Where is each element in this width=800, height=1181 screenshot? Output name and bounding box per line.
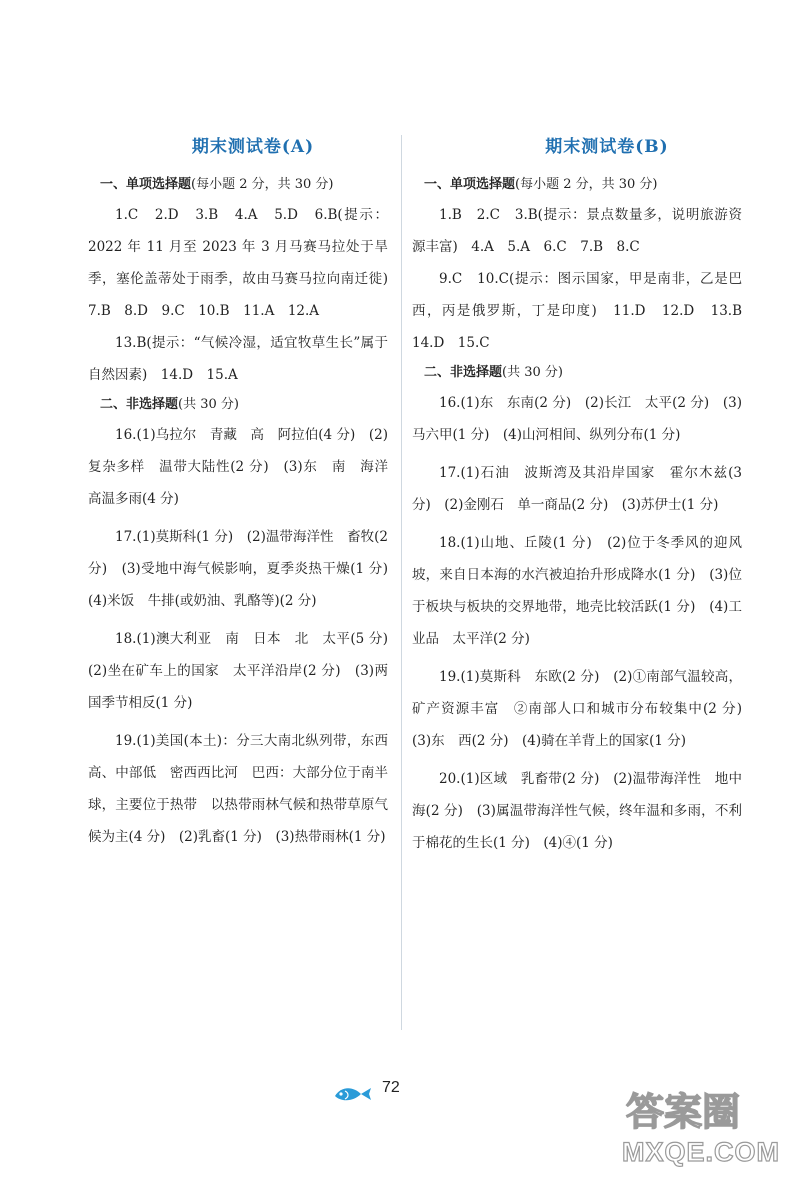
exam-b-q16: 16.(1)东 东南(2 分) (2)长江 太平(2 分) (3)马六甲(1 分) (4)山河相间、纵列分布(1 分) (412, 395, 742, 443)
exam-a-section2-note: (共 30 分) (178, 397, 239, 412)
exam-a-title: 期末测试卷(A) (191, 137, 315, 157)
page-number: 72 (382, 1079, 400, 1096)
exam-b-section1-label: 一、单项选择题 (424, 177, 516, 192)
exam-b-s1-answers-1: 1.B 2.C 3.B(提示：景点数量多，说明旅游资源丰富) 4.A 5.A 6.C 7.B 8.C (412, 207, 742, 255)
exam-b-q18: 18.(1)山地、丘陵(1 分) (2)位于冬季风的迎风坡，来自日本海的水汽被迫抬升形成降水(1 分) (3)位于板块与板块的交界地带，地壳比较活跃(1 分) (4)工业品 太平洋(2 分) (412, 535, 742, 647)
exam-b-section2-heading (412, 359, 742, 387)
exam-a-section1-heading (88, 171, 388, 199)
exam-b-q19: 19.(1)莫斯科 东欧(2 分) (2)①南部气温较高，矿产资源丰富 ②南部人口和城市分布较集中(2 分) (3)东 西(2 分) (4)骑在羊背上的国家(1 分) (412, 669, 756, 749)
exam-a-s1-answers-1: 1.C 2.D 3.B 4.A 5.D 6.B(提示：2022 年 11 月至 2023 年 3 月马赛马拉处于旱季，塞伦盖蒂处于雨季，故由马赛马拉向南迁徙) 7.B 8.D 9.C 10.B 11.A 12.A (88, 207, 402, 319)
exam-b-column (412, 132, 756, 859)
exam-b-q17: 17.(1)石油 波斯湾及其沿岸国家 霍尔木兹(3 分) (2)金刚石 单一商品(2 分) (3)苏伊士(1 分) (412, 465, 742, 513)
watermark-top-text: 答案圈 (626, 1090, 741, 1133)
exam-b-section1-heading (412, 171, 742, 199)
exam-b-section2-note: (共 30 分) (502, 365, 563, 380)
exam-a-q17: 17.(1)莫斯科(1 分) (2)温带海洋性 畜牧(2 分) (3)受地中海气候影响，夏季炎热干燥(1 分) (4)米饭 牛排(或奶油、乳酪等)(2 分) (88, 529, 402, 609)
exam-a-section1-note: (每小题 2 分，共 30 分) (191, 177, 334, 192)
watermark (620, 1085, 795, 1175)
exam-a-section2-label: 二、非选择题 (100, 397, 179, 412)
exam-a-s1-answers-2: 13.B(提示：“气候冷湿，适宜牧草生长”属于自然因素) 14.D 15.A (88, 335, 388, 383)
exam-a-section1-label: 一、单项选择题 (100, 177, 192, 192)
exam-b-title: 期末测试卷(B) (545, 137, 669, 157)
exam-a-q18: 18.(1)澳大利亚 南 日本 北 太平(5 分) (2)坐在矿车上的国家 太平洋沿岸(2 分) (3)两国季节相反(1 分) (88, 631, 402, 711)
answer-circle-watermark (622, 1087, 792, 1133)
exam-b-q20: 20.(1)区域 乳畜带(2 分) (2)温带海洋性 地中海(2 分) (3)属温带海洋性气候，终年温和多雨，不利于棉花的生长(1 分) (4)④(1 分) (412, 771, 742, 851)
fish-logo-icon (331, 1082, 375, 1106)
exam-a-q19: 19.(1)美国(本土)：分三大南北纵列带，东西高、中部低 密西西比河 巴西：大部分位于南半球，主要位于热带 以热带雨林气候和热带草原气候为主(4 分) (2)乳畜(1 分) (3)热带雨林(1 分) (88, 733, 388, 845)
exam-a-column (88, 132, 402, 853)
exam-b-section1-note: (每小题 2 分，共 30 分) (515, 177, 658, 192)
exam-b-s1-answers-2: 9.C 10.C(提示：图示国家，甲是南非，乙是巴西，丙是俄罗斯，丁是印度) 11.D 12.D 13.B 14.D 15.C (412, 271, 756, 351)
column-divider (401, 135, 402, 1030)
exam-b-section2-label: 二、非选择题 (424, 365, 503, 380)
exam-a-section2-heading (88, 391, 388, 419)
exam-a-q16: 16.(1)乌拉尔 青藏 高 阿拉伯(4 分) (2)复杂多样 温带大陆性(2 分) (3)东 南 海洋 高温多雨(4 分) (88, 427, 402, 507)
watermark-url: MXQE.COM (622, 1137, 781, 1167)
